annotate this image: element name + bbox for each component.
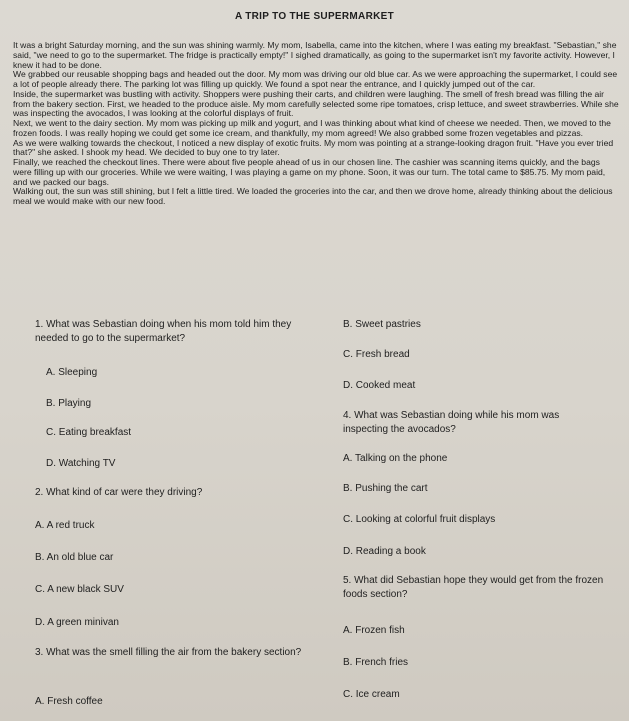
answer-option: B. French fries [343, 657, 409, 668]
story-paragraph: As we were walking towards the checkout, I noticed a new display of exotic fruits. My mom was pointing at a strange-looking dragon fruit. "Have you ever tried that?" she asked. I shook my head. We decided to buy one to try later. [13, 137, 614, 158]
answer-option: D. A green minivan [35, 617, 119, 628]
answer-option: B. An old blue car [35, 552, 114, 563]
answer-option: A. Sleeping [46, 367, 98, 378]
story-paragraph: We grabbed our reusable shopping bags and headed out the door. My mom was driving our old blue car. As we were approaching the supermarket, I could see a lot of people already there. The parking lot was filling up quickly. We found a spot near the entrance, and I quickly jumped out of the car. [13, 69, 618, 89]
answer-option: C. A new black SUV [35, 584, 124, 595]
question-text: 3. What was the smell filling the air from the bakery section? [35, 647, 302, 658]
question-text: 5. What did Sebastian hope they would get from the frozen foods section? [343, 575, 604, 600]
answer-option: B. Playing [46, 398, 92, 409]
question-text: 2. What kind of car were they driving? [35, 487, 203, 498]
answer-option: A. A red truck [35, 520, 95, 531]
answer-option: C. Fresh bread [343, 349, 410, 360]
question-5 [343, 574, 618, 601]
story-paragraph: Next, we went to the dairy section. My mom was picking up milk and yogurt, and I was thinking about what kind of cheese we needed. Then, we moved to the frozen foods. I was really hoping we could get some ice cream, and thankfully, my mom agreed! We also grabbed some frozen vegetables and pizzas. [13, 118, 611, 138]
story-paragraph: It was a bright Saturday morning, and the sun was shining warmly. My mom, Isabella, came into the kitchen, where I was eating my breakfast. "Sebastian," she said, "we need to go to the supermarket. The fridge is practically empty!" I sighed dramatically, as going to the supermarket isn't my favorite activity. However, I knew it had to be done. [13, 40, 617, 70]
answer-option: B. Sweet pastries [343, 319, 421, 330]
story-paragraph: Walking out, the sun was still shining, but I felt a little tired. We loaded the groceries into the car, and then we drove home, already thinking about the delicious meal we would make with our new food. [13, 186, 613, 206]
answer-option: C. Ice cream [343, 689, 400, 700]
answer-option: D. Cooked meat [343, 380, 416, 391]
answer-option: A. Talking on the phone [343, 453, 448, 464]
answer-option: B. Pushing the cart [343, 483, 428, 494]
answer-option: A. Frozen fish [343, 625, 405, 636]
answer-option: D. Watching TV [46, 458, 116, 469]
question-1 [35, 318, 320, 345]
question-4 [343, 409, 593, 436]
question-text: 1. What was Sebastian doing when his mom told him they needed to go to the supermarket? [35, 319, 292, 344]
question-3 [35, 646, 315, 660]
answer-option: A. Fresh coffee [35, 696, 103, 707]
question-text: 4. What was Sebastian doing while his mom was inspecting the avocados? [343, 410, 560, 435]
question-2 [35, 486, 315, 500]
answer-option: D. Reading a book [343, 546, 426, 557]
worksheet-title: A TRIP TO THE SUPERMARKET [235, 11, 394, 22]
story-paragraph: Inside, the supermarket was bustling with activity. Shoppers were pushing their carts, and children were laughing. The smell of fresh bread was filling the air from the bakery section. First, we headed to the produce aisle. My mom carefully selected some ripe tomatoes, crisp lettuce, and sweet strawberries. While she was inspecting the avocados, I was looking at the colorful displays of fruit. [13, 88, 619, 119]
reading-passage [13, 41, 619, 207]
answer-option: C. Looking at colorful fruit displays [343, 514, 496, 525]
answer-option: C. Eating breakfast [46, 427, 132, 438]
story-paragraph: Finally, we reached the checkout lines. There were about five people ahead of us in our chosen line. The cashier was scanning items quickly, and the bags were filling up with our groceries. While we were waiting, I was playing a game on my phone. Soon, it was our turn. The total came to $85.75. My mom paid, and we packed our bags. [13, 157, 606, 187]
